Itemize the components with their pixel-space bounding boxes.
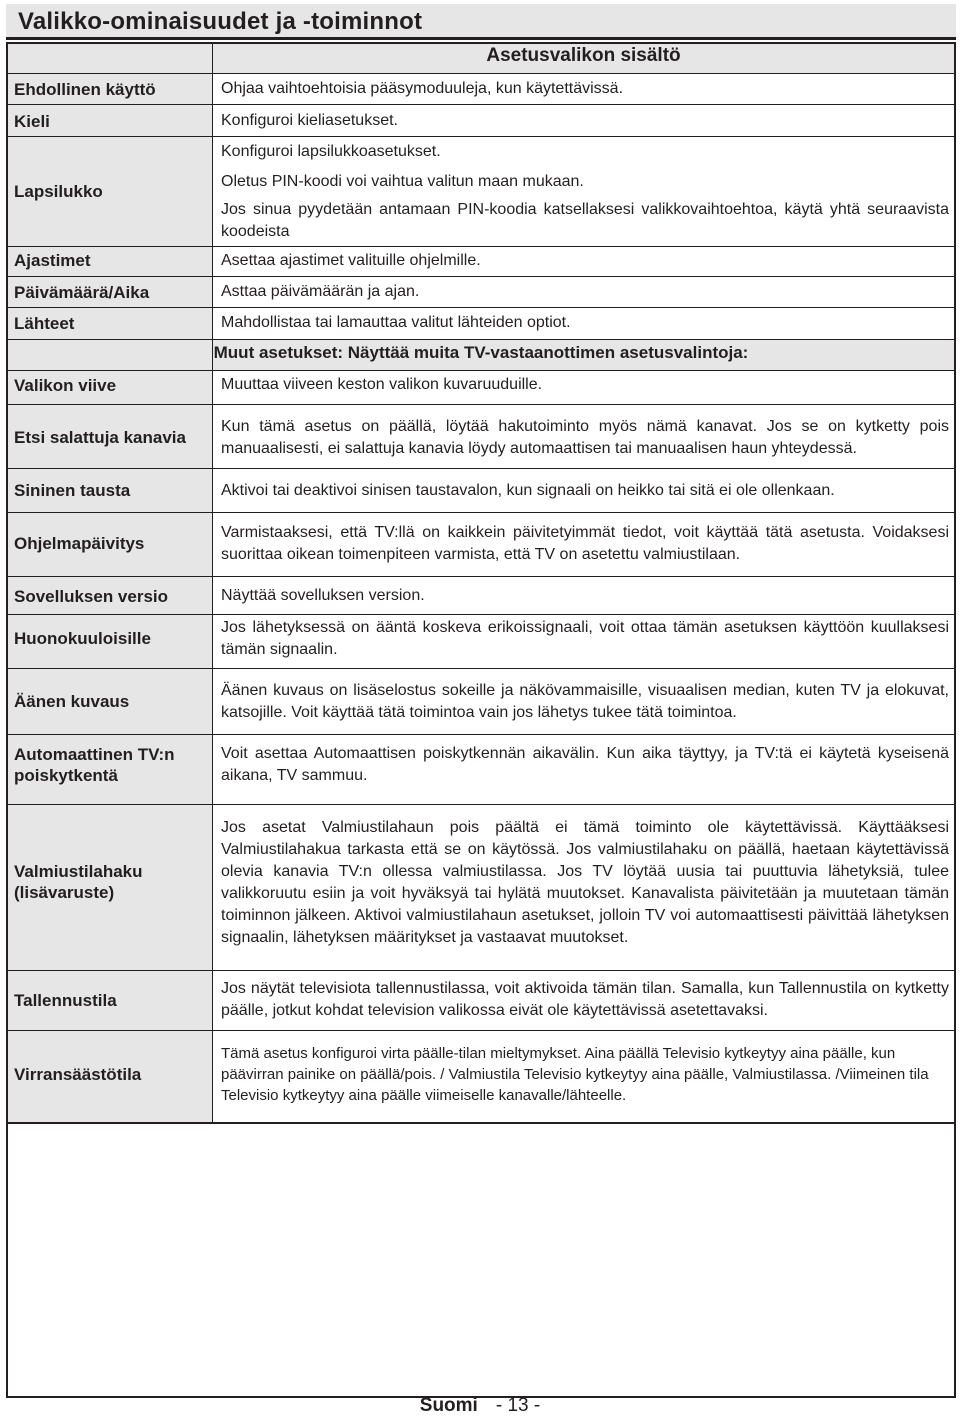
row-description: Mahdollistaa tai lamauttaa valitut lähteiden optiot. [221,314,571,331]
table-bottom-rule [6,1122,956,1124]
row-label: Virransäästötila [14,1065,142,1084]
row-description: Aktivoi tai deaktivoi sinisen taustavalon, kun signaali on heikko tai sitä ei ole ollenkaan. [221,482,835,499]
row-description: Jos lähetyksessä on ääntä koskeva erikoissignaali, voit ottaa tämän asetuksen käyttöön kuullaksesi tämän signaalin. [221,619,949,658]
row-description: Tämä asetus konfiguroi virta päälle-tilan mieltymykset. Aina päällä Televisio kytkeytyy aina päälle, kun päävirran painike on päällä/pois. / Valmiustila Televisio kytkeytyy aina päälle, Valmiustilassa. /Viimeinen tila Televisio kytkeytyy aina päälle viimeiselle kanavalle/lähteelle. [221,1045,929,1104]
row-label: Valmiustilahaku (lisävaruste) [14,862,143,902]
row-divider [8,246,954,247]
row-label: Lähteet [14,314,75,333]
row-divider [8,804,954,805]
row-label: Automaattinen TV:n poiskytkentä [14,745,175,785]
row-label: Ajastimet [14,251,91,270]
row-description: Asttaa päivämäärän ja ajan. [221,283,420,300]
row-divider [8,404,954,405]
row-label: Etsi salattuja kanavia [14,428,186,447]
row-label: Tallennustila [14,991,117,1010]
row-label: Äänen kuvaus [14,692,130,711]
row-divider [8,136,954,137]
row-description: Voit asettaa Automaattisen poiskytkennän aikavälin. Kun aika täyttyy, ja TV:tä ei käytetä kyseisenä aikana, TV sammuu. [221,745,949,784]
column-divider [212,44,213,1122]
row-description: Jos asetat Valmiustilahaun pois päältä ei tämä toiminto ole käytettävissä. Käyttääksesi Valmiustilahakua tarkasta että se on käytössä. Jos valmiustilahaku on päällä, haetaan käytettävissä olevia kanavia TV:n ollessa valmiustilassa. Jos TV löytää uusia tai puuttuvia lähetyksiä, tulee valikkoruutu esiin ja voit hyväksyä tai hylätä muutokset. Kanavalista päivitetään ja muutetaan tämän toiminnon jälkeen. Aktivoi valmiustilahaun asetukset, jolloin TV voi automaattisesti päivittää lähetyksen signaalin, lähetyksen määritykset ja vastaavat muutokset. [221,819,949,946]
row-divider [8,339,954,340]
row-divider [8,307,954,308]
row-label: Lapsilukko [14,182,103,201]
page-footer [0,1395,960,1417]
row-divider [8,576,954,577]
row-divider [8,614,954,615]
row-divider [8,668,954,669]
row-description: Muuttaa viiveen keston valikon kuvaruuduille. [221,376,543,393]
page-title: Valikko-ominaisuudet ja -toiminnot [18,8,423,35]
table-header: Asetusvalikon sisältö [486,45,681,66]
footer-page-number: - 13 - [495,1395,541,1416]
row-description: Konfiguroi kieliasetukset. [221,112,398,129]
row-divider [8,104,954,105]
row-description: Kun tämä asetus on päällä, löytää hakutoiminto myös nämä kanavat. Jos se on kytketty pois manuaalisesti, ei salattuja kanavia löydy automaattisen tai manuaalisen haun yhteydessä. [221,418,949,457]
section-heading-other-settings: Muut asetukset: Näyttää muita TV-vastaanottimen asetusvalintoja: [213,343,749,362]
footer-language: Suomi [419,1395,478,1416]
row-description: Oletus PIN-koodi voi vaihtua valitun maan mukaan. [221,173,584,190]
row-description: Asettaa ajastimet valituille ohjelmille. [221,252,481,269]
row-description: Varmistaaksesi, että TV:llä on kaikkein päivitetyimmät tiedot, voit käyttää tätä asetusta. Voidaksesi suorittaa oikean toimenpiteen varmista, että TV on asetettu valmiustilaan. [221,524,949,563]
row-description: Ohjaa vaihtoehtoisia pääsymoduuleja, kun käytettävissä. [221,80,624,97]
row-divider [8,512,954,513]
row-label: Sininen tausta [14,481,131,500]
row-divider [8,276,954,277]
row-divider [8,970,954,971]
title-bar [6,4,956,40]
row-label: Valikon viive [14,376,117,395]
row-label: Kieli [14,112,50,131]
row-divider [8,734,954,735]
row-description: Jos näytät televisiota tallennustilassa, voit aktivoida tämän tilan. Samalla, kun Tallennustila on kytketty päälle, jotkut kohdat television valikossa eivät ole käytettävissä asetettavaksi. [221,980,949,1019]
row-divider [8,370,954,371]
row-description: Näyttää sovelluksen version. [221,587,425,604]
row-label: Päivämäärä/Aika [14,283,150,302]
row-divider [8,1030,954,1031]
row-label: Huonokuuloisille [14,629,151,648]
row-label: Ohjelmapäivitys [14,534,145,553]
row-label: Ehdollinen käyttö [14,80,156,99]
row-label: Sovelluksen versio [14,587,169,606]
row-divider [8,73,954,74]
row-description: Jos sinua pyydetään antamaan PIN-koodia katsellaksesi valikkovaihtoehtoa, käytä yhtä seuraavista koodeista [221,201,949,240]
row-description: Äänen kuvaus on lisäselostus sokeille ja näkövammaisille, visuaalisen median, kuten TV ja elokuvat, katsojille. Voit käyttää tätä toimintoa vain jos lähetys tukee tätä toimintoa. [221,682,949,721]
row-divider [8,468,954,469]
row-description: Konfiguroi lapsilukkoasetukset. [221,143,441,160]
